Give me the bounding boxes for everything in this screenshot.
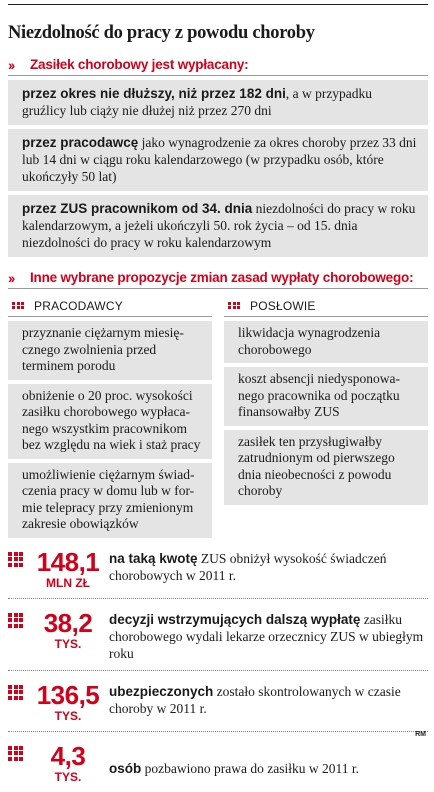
stat-text: zasiłku chorobowego wydali lekarze orzecznicy ZUS w ubiegłym roku [109, 611, 424, 661]
column-label: POSŁOWIE [250, 298, 316, 313]
stat-number: 4,3 [50, 740, 86, 771]
info-box [8, 129, 428, 191]
section-heading-text: Inne wybrane propozycje zmian zasad wypłaty chorobowego: [30, 270, 414, 285]
dots-grid-icon [228, 302, 240, 310]
stat-description [109, 609, 428, 662]
stat-number-block [27, 548, 109, 590]
stat-unit: TYS. [54, 769, 82, 784]
stat-text: pozbawiono prawa do zasiłku w 2011 r. [141, 760, 359, 776]
dots-grid-icon [8, 613, 23, 628]
section-heading-zasilek [8, 56, 428, 76]
proposal-item: koszt absencji niedysponowa-nego pracownika od początku finansowałby ZUS [224, 367, 428, 426]
column-header [224, 295, 428, 317]
info-box-text: niezdolności do pracy w roku kalendarzowym, a jeżeli ukończyli 50. rok życia – od 15. dnia niezdolności do pracy w roku kalendarzowym [22, 201, 416, 250]
stat-unit: TYS. [54, 636, 82, 651]
column-label: PRACODAWCY [34, 298, 123, 313]
dots-grid-icon [12, 302, 24, 310]
arrow-icon: ›› [8, 56, 14, 73]
stat-number: 136,5 [36, 679, 100, 710]
stat-row [8, 548, 428, 599]
proposal-item: umożliwienie ciężarnym świad-czenia pracy w domu lub w for-mie telepracy przy zmienionym zakresie obowiązków [8, 463, 212, 538]
stat-number-block [27, 681, 109, 723]
stat-text: ZUS obniżył wysokość świadczeń chorobowych w 2011 r. [109, 550, 387, 583]
stat-row [8, 609, 428, 671]
stat-row [8, 681, 428, 732]
info-box-text: jako wynagrodzenie za okres choroby przez 33 dni lub 14 dni w ciągu roku kalendarzowego (w przypadku osób, które ukończyły 50 lat) [22, 135, 417, 184]
stat-number-block [27, 742, 109, 784]
stat-bold: osób [109, 760, 142, 776]
info-box-bold: przez okres nie dłuższy, niż przez 182 dni [22, 86, 286, 101]
stat-unit: MLN ZŁ [46, 575, 90, 590]
proposals-columns [8, 295, 428, 538]
stat-bold: ubezpieczonych [109, 683, 214, 699]
stat-description [109, 742, 428, 777]
stat-number-block [27, 609, 109, 651]
proposal-item: przyznanie ciężarnym miesię-cznego zwolnienia przed terminem porodu [8, 321, 212, 380]
proposal-item: obniżenie o 20 proc. wysokości zasiłku chorobowego wypłaca-nego wszystkim pracownikom bez względu na wiek i staż pracy [8, 384, 212, 459]
stat-description [109, 681, 428, 717]
dots-grid-icon [8, 685, 23, 700]
arrow-icon: ›› [8, 269, 14, 286]
column-header [8, 295, 212, 317]
section-heading-text: Zasiłek chorobowy jest wypłacany: [30, 57, 249, 72]
info-box-bold: przez ZUS pracownikom od 34. dnia [22, 201, 253, 216]
section-heading-propozycje [8, 269, 428, 289]
proposal-item: likwidacja wynagrodzenia chorobowego [224, 321, 428, 363]
info-box-bold: przez pracodawcę [22, 135, 139, 150]
credit: RM [415, 731, 426, 738]
column-pracodawcy [8, 295, 212, 538]
stat-bold: na taką kwotę [109, 550, 198, 566]
proposal-item: zasiłek ten przysługiwałby zatrudnionym od pierwszego dnia nieobecności z powodu choroby [224, 430, 428, 505]
top-rule [8, 4, 428, 8]
info-box [8, 80, 428, 125]
stat-unit: TYS. [54, 708, 82, 723]
stat-number: 148,1 [36, 546, 100, 577]
dots-grid-icon [8, 552, 23, 567]
info-box-text: , a w przypadku gruźlicy lub ciąży nie dłużej niż przez 270 dni [22, 86, 373, 118]
column-poslowie [224, 295, 428, 538]
stat-row [8, 742, 428, 792]
dots-grid-icon [8, 746, 23, 761]
stat-description [109, 548, 428, 584]
page-title: Niezdolność do pracy z powodu choroby [8, 23, 315, 43]
info-box [8, 195, 428, 257]
stat-bold: decyzji wstrzymujących dalszą wypłatę [109, 611, 361, 627]
stat-number: 38,2 [43, 607, 93, 638]
stat-text: zostało skontrolowanych w czasie choroby w 2011 r. [109, 683, 401, 716]
